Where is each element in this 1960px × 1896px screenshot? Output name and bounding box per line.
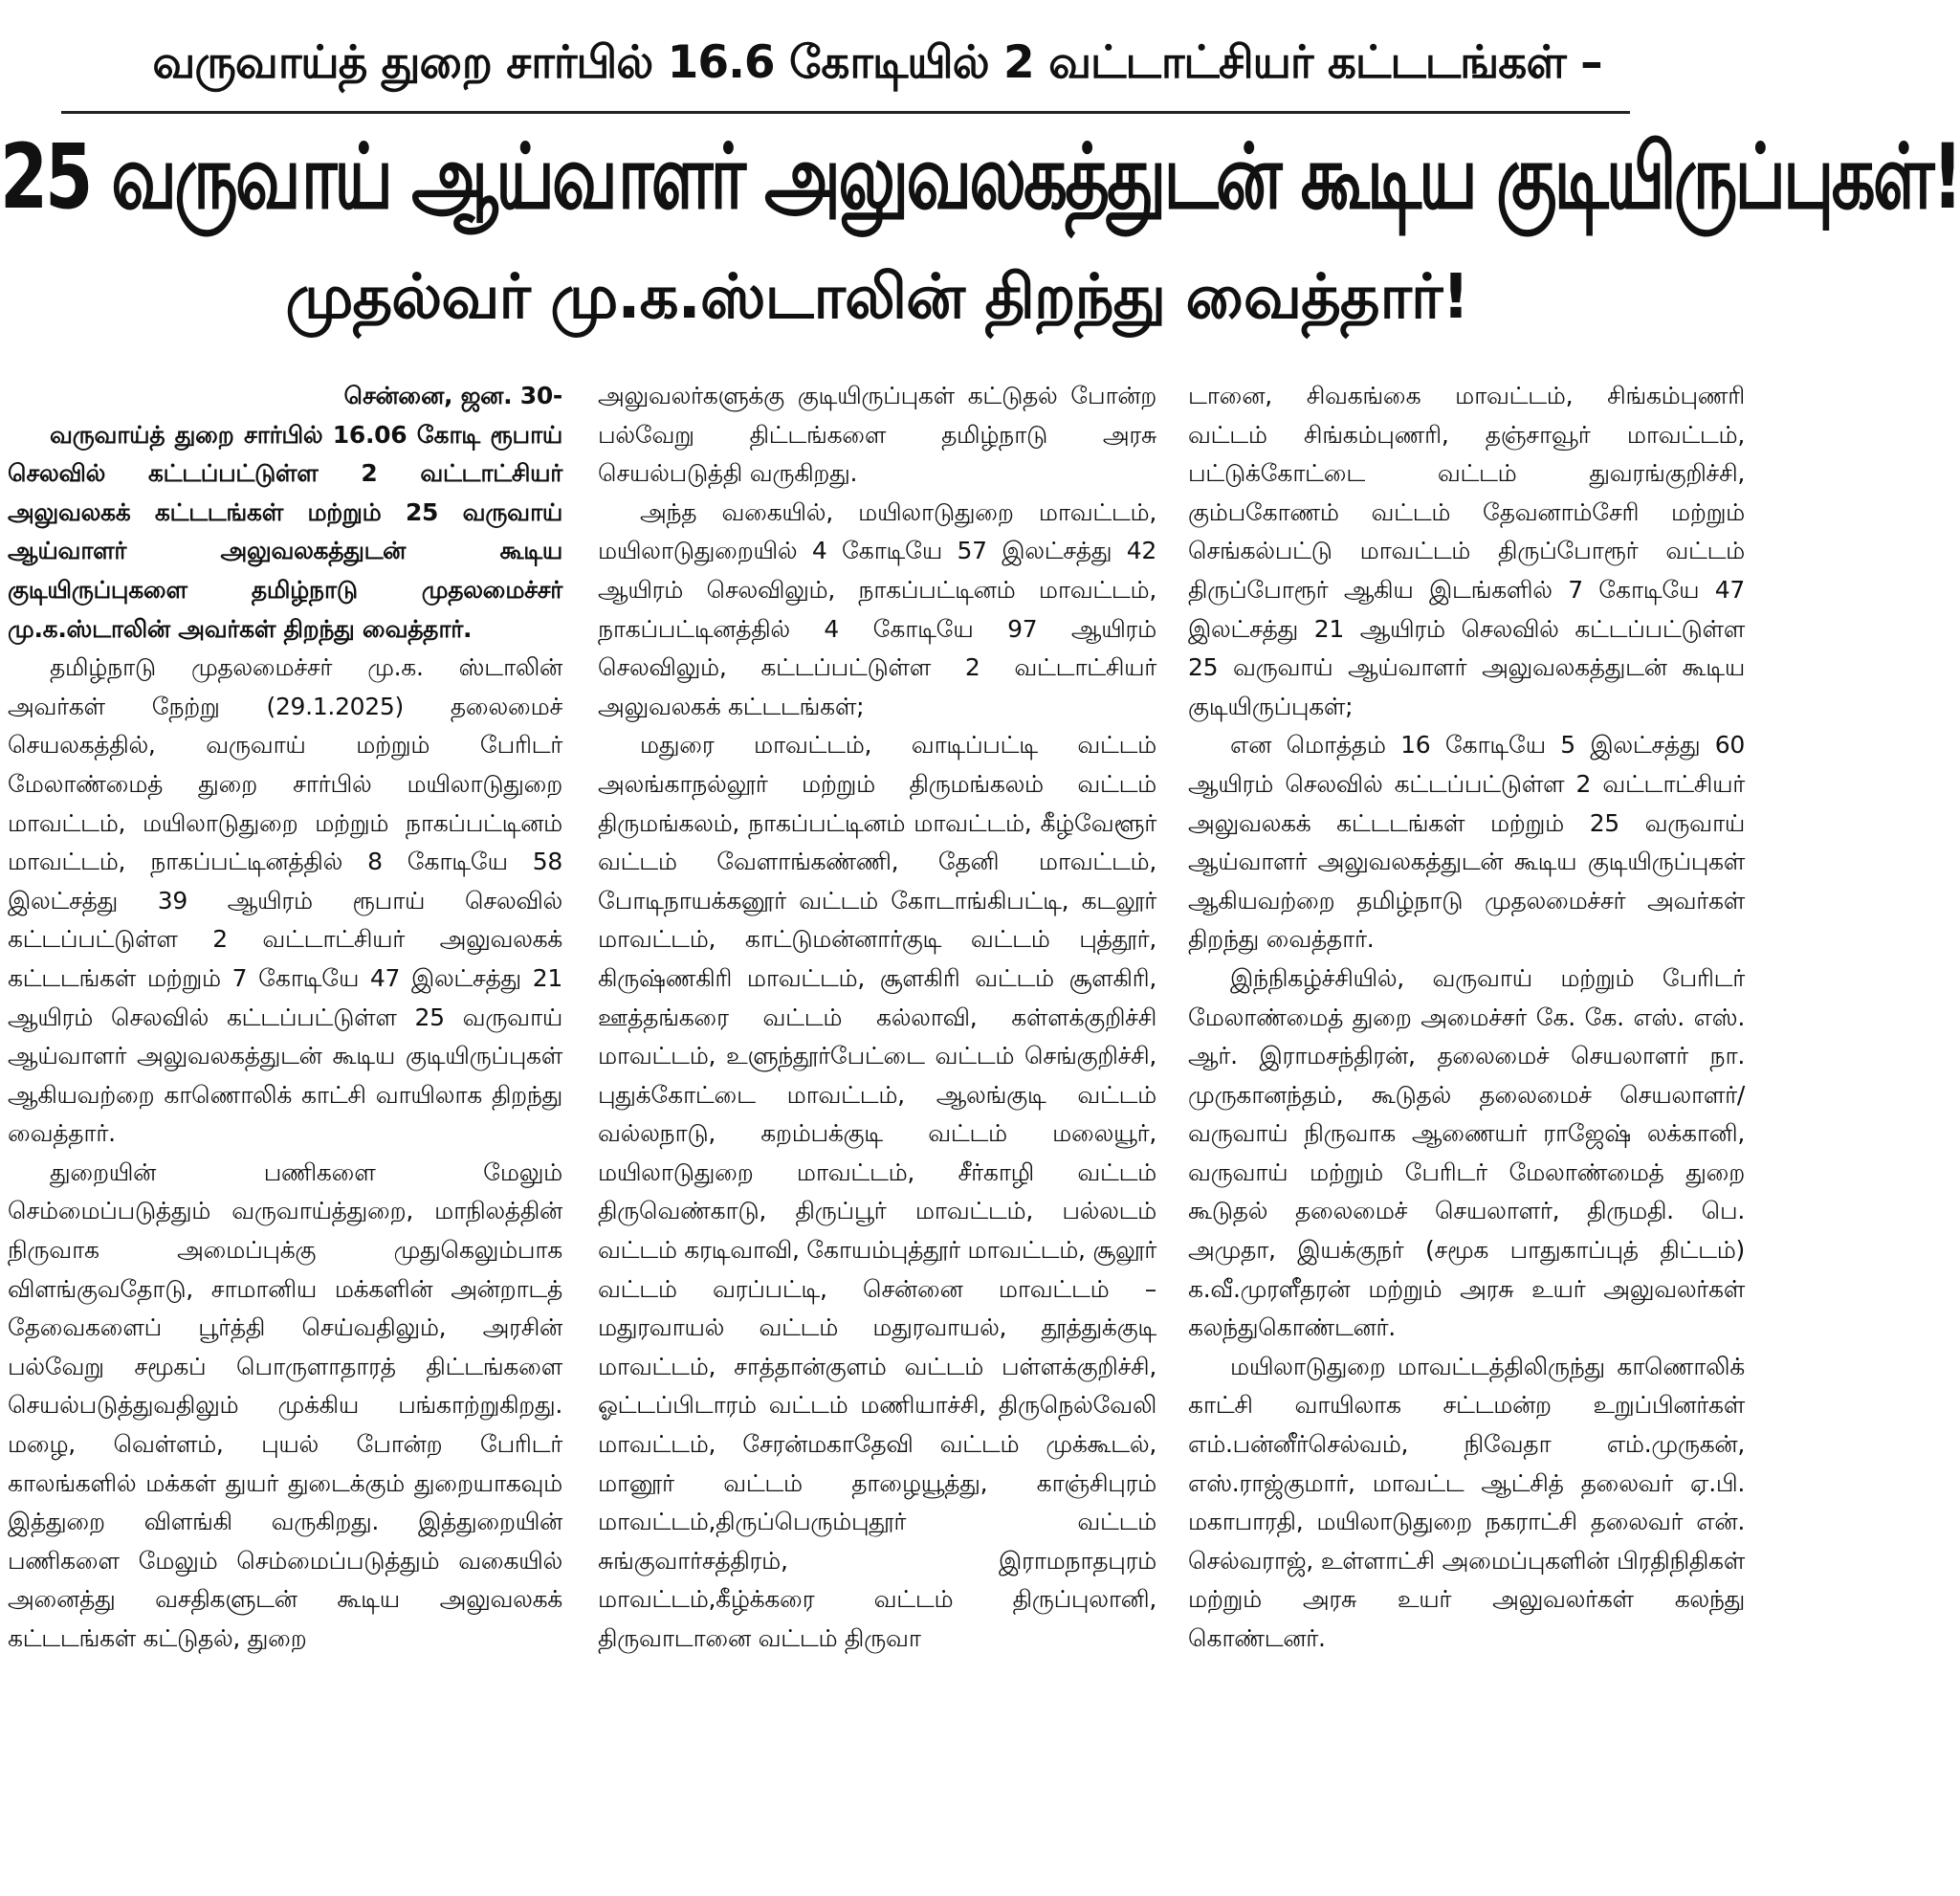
body-paragraph: அந்த வகையில், மயிலாடுதுறை மாவட்டம், மயிலாடுதுறையில் 4 கோடியே 57 இலட்சத்து 42 ஆயிரம் செலவிலும், நாகப்பட்டினம் மாவட்டம், நாகப்பட்டினத்தில் 4 கோடியே 97 ஆயிரம் செலவிலும், கட்டப்பட்டுள்ள 2 வட்டாட்சியர் அலுவலகக் கட்டடங்கள்; — [598, 497, 1156, 720]
article-column-1 — [8, 377, 562, 1888]
dateline: சென்னை, ஜன. 30- — [343, 382, 562, 409]
article-column-2 — [598, 377, 1156, 1888]
body-paragraph: இந்நிகழ்ச்சியில், வருவாய் மற்றும் பேரிடர் மேலாண்மைத் துறை அமைச்சர் கே. கே. எஸ். எஸ். ஆர். இராமசந்திரன், தலைமைச் செயலாளர் நா. முருகானந்தம், கூடுதல் தலைமைச் செயலாளர்/வருவாய் நிருவாக ஆணையர் ராஜேஷ் லக்கானி, வருவாய் மற்றும் பேரிடர் மேலாண்மைத் துறை கூடுதல் தலைமைச் செயலாளர், திருமதி. பெ. அமுதா, இயக்குநர் (சமூக பாதுகாப்புத் திட்டம்) க.வீ.முரளீதரன் மற்றும் அரசு உயர் அலுவலர்கள் கலந்துகொண்டனர். — [1188, 963, 1745, 1342]
body-paragraph: மதுரை மாவட்டம், வாடிப்பட்டி வட்டம் அலங்காநல்லூர் மற்றும் திருமங்கலம் வட்டம் திருமங்கலம், நாகப்பட்டினம் மாவட்டம், கீழ்வேளூர் வட்டம் வேளாங்கண்ணி, தேனி மாவட்டம், போடிநாயக்கனூர் வட்டம் கோடாங்கிபட்டி, கடலூர் மாவட்டம், காட்டுமன்னார்குடி வட்டம் புத்தூர், கிருஷ்ணகிரி மாவட்டம், சூளகிரி வட்டம் சூளகிரி, ஊத்தங்கரை வட்டம் கல்லாவி, கள்ளக்குறிச்சி மாவட்டம், உளுந்தூர்பேட்டை வட்டம் செங்குறிச்சி, புதுக்கோட்டை மாவட்டம், ஆலங்குடி வட்டம் வல்லநாடு, கறம்பக்குடி வட்டம் மலையூர், மயிலாடுதுறை மாவட்டம், சீர்காழி வட்டம் திருவெண்காடு, திருப்பூர் மாவட்டம், பல்லடம் வட்டம் கரடிவாவி, கோயம்புத்தூர் மாவட்டம், சூலூர் வட்டம் வரப்பட்டி, சென்னை மாவட்டம் – மதுரவாயல் வட்டம் மதுரவாயல், தூத்துக்குடி மாவட்டம், சாத்தான்குளம் வட்டம் பள்ளக்குறிச்சி, ஓட்டப்பிடாரம் வட்டம் மணியாச்சி, திருநெல்வேலி மாவட்டம், சேரன்மகாதேவி வட்டம் முக்கூடல், மானூர் வட்டம் தாழையூத்து, காஞ்சிபுரம் மாவட்டம்,திருப்பெரும்புதூர் வட்டம் சுங்குவார்சத்திரம், இராமநாதபுரம் மாவட்டம்,கீழ்க்கரை வட்டம் திருப்புலானி, திருவாடானை வட்டம் திருவா — [598, 731, 1156, 1652]
body-paragraph: டானை, சிவகங்கை மாவட்டம், சிங்கம்புணரி வட்டம் சிங்கம்புணரி, தஞ்சாவூர் மாவட்டம், பட்டுக்கோட்டை வட்டம் துவரங்குறிச்சி, கும்பகோணம் வட்டம் தேவனாம்சேரி மற்றும் செங்கல்பட்டு மாவட்டம் திருப்போரூர் வட்டம் திருப்போரூர் ஆகிய இடங்களில் 7 கோடியே 47 இலட்சத்து 21 ஆயிரம் செலவில் கட்டப்பட்டுள்ள 25 வருவாய் ஆய்வாளர் அலுவலகத்துடன் கூடிய குடியிருப்புகள்; — [1188, 382, 1745, 720]
article-column-3 — [1188, 377, 1745, 1888]
main-headline: 25 வருவாய் ஆய்வாளர் அலுவலகத்துடன் கூடிய குடியிருப்புகள்! — [0, 124, 1960, 230]
body-paragraph: அலுவலர்களுக்கு குடியிருப்புகள் கட்டுதல் போன்ற பல்வேறு திட்டங்களை தமிழ்நாடு அரசு செயல்படுத்தி வருகிறது. — [598, 382, 1156, 488]
body-paragraph: துறையின் பணிகளை மேலும் செம்மைப்படுத்தும் வருவாய்த்துறை, மாநிலத்தின் நிருவாக அமைப்புக்கு முதுகெலும்பாக விளங்குவதோடு, சாமானிய மக்களின் அன்றாடத் தேவைகளைப் பூர்த்தி செய்வதிலும், அரசின் பல்வேறு சமூகப் பொருளாதாரத் திட்டங்களை செயல்படுத்துவதிலும் முக்கிய பங்காற்றுகிறது. மழை, வெள்ளம், புயல் போன்ற பேரிடர் காலங்களில் மக்கள் துயர் துடைக்கும் துறையாகவும் இத்துறை விளங்கி வருகிறது. இத்துறையின் பணிகளை மேலும் செம்மைப்படுத்தும் வகையில் அனைத்து வசதிகளுடன் கூடிய அலுவலகக் கட்டடங்கள் கட்டுதல், துறை — [8, 1157, 562, 1652]
headline-rule — [61, 111, 1630, 114]
sub-headline: முதல்வர் மு.க.ஸ்டாலின் திறந்து வைத்தார்! — [285, 262, 1469, 333]
body-paragraph: தமிழ்நாடு முதலமைச்சர் மு.க. ஸ்டாலின் அவர்கள் நேற்று (29.1.2025) தலைமைச் செயலகத்தில், வருவாய் மற்றும் பேரிடர் மேலாண்மைத் துறை சார்பில் மயிலாடுதுறை மாவட்டம், மயிலாடுதுறை மற்றும் நாகப்பட்டினம் மாவட்டம், நாகப்பட்டினத்தில் 8 கோடியே 58 இலட்சத்து 39 ஆயிரம் ரூபாய் செலவில் கட்டப்பட்டுள்ள 2 வட்டாட்சியர் அலுவலகக் கட்டடங்கள் மற்றும் 7 கோடியே 47 இலட்சத்து 21 ஆயிரம் செலவில் கட்டப்பட்டுள்ள 25 வருவாய் ஆய்வாளர் அலுவலகத்துடன் கூடிய குடியிருப்புகள் ஆகியவற்றை காணொலிக் காட்சி வாயிலாக திறந்து வைத்தார். — [8, 653, 562, 1148]
body-paragraph: மயிலாடுதுறை மாவட்டத்திலிருந்து காணொலிக் காட்சி வாயிலாக சட்டமன்ற உறுப்பினர்கள் எம்.பன்னீர்செல்வம், நிவேதா எம்.முருகன், எஸ்.ராஜ்குமார், மாவட்ட ஆட்சித் தலைவர் ஏ.பி. மகாபாரதி, மயிலாடுதுறை நகராட்சி தலைவர் என். செல்வராஜ், உள்ளாட்சி அமைப்புகளின் பிரதிநிதிகள் மற்றும் அரசு உயர் அலுவலர்கள் கலந்து கொண்டனர். — [1188, 1352, 1745, 1652]
lead-paragraph: வருவாய்த் துறை சார்பில் 16.06 கோடி ரூபாய் செலவில் கட்டப்பட்டுள்ள 2 வட்டாட்சியர் அலுவலகக் கட்டடங்கள் மற்றும் 25 வருவாய் ஆய்வாளர் அலுவலகத்துடன் கூடிய குடியிருப்புகளை தமிழ்நாடு முதலமைச்சர் மு.க.ஸ்டாலின் அவர்கள் திறந்து வைத்தார். — [8, 420, 562, 643]
kicker-headline: வருவாய்த் துறை சார்பில் 16.6 கோடியில் 2 வட்டாட்சியர் கட்டடங்கள் – — [152, 36, 1602, 89]
body-paragraph: என மொத்தம் 16 கோடியே 5 இலட்சத்து 60 ஆயிரம் செலவில் கட்டப்பட்டுள்ள 2 வட்டாட்சியர் அலுவலகக் கட்டடங்கள் மற்றும் 25 வருவாய் ஆய்வாளர் அலுவலகத்துடன் கூடிய குடியிருப்புகள் ஆகியவற்றை தமிழ்நாடு முதலமைச்சர் அவர்கள் திறந்து வைத்தார். — [1188, 731, 1745, 954]
